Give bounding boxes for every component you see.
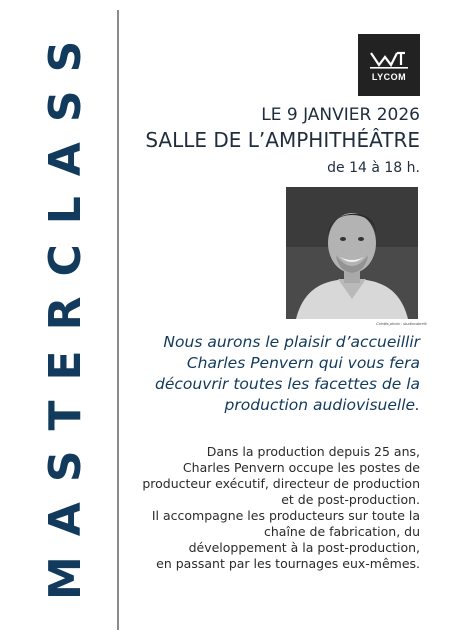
lead-line: Charles Penvern qui vous fera (186, 354, 420, 372)
bio-line: chaîne de fabrication, du (264, 524, 420, 539)
lead-line: Nous aurons le plaisir d’accueillir (163, 333, 420, 351)
speaker-portrait-image (286, 187, 418, 319)
event-venue: SALLE DE L’AMPHITHÉÂTRE (145, 128, 420, 152)
event-date: LE 9 JANVIER 2026 (261, 105, 420, 125)
logo-text: LYCOM (371, 71, 407, 82)
masterclass-vertical-title: MASTERCLASS (40, 20, 91, 600)
lead-paragraph (130, 332, 420, 416)
vertical-divider (117, 10, 119, 630)
bio-line: en passant par les tournages eux-mêmes. (156, 556, 420, 571)
bio-line: Charles Penvern occupe les postes de (182, 460, 420, 475)
event-time: de 14 à 18 h. (327, 160, 420, 176)
lycom-logo (358, 34, 420, 96)
bio-line: producteur exécutif, directeur de production (142, 476, 420, 491)
lycom-logo-mark-icon (367, 49, 411, 71)
bio-paragraph (130, 444, 420, 572)
bio-line: Dans la production depuis 25 ans, (206, 444, 420, 459)
lead-line: production audiovisuelle. (224, 396, 420, 414)
speaker-photo (286, 187, 418, 319)
bio-line: et de post-production. (281, 492, 420, 507)
lead-line: découvrir toutes les facettes de la (154, 375, 420, 393)
bio-line: développement à la post-production, (188, 540, 420, 555)
photo-credit: Crédits photo : studiocabrelli (376, 321, 427, 326)
bio-line: Il accompagne les producteurs sur toute la (151, 508, 420, 523)
